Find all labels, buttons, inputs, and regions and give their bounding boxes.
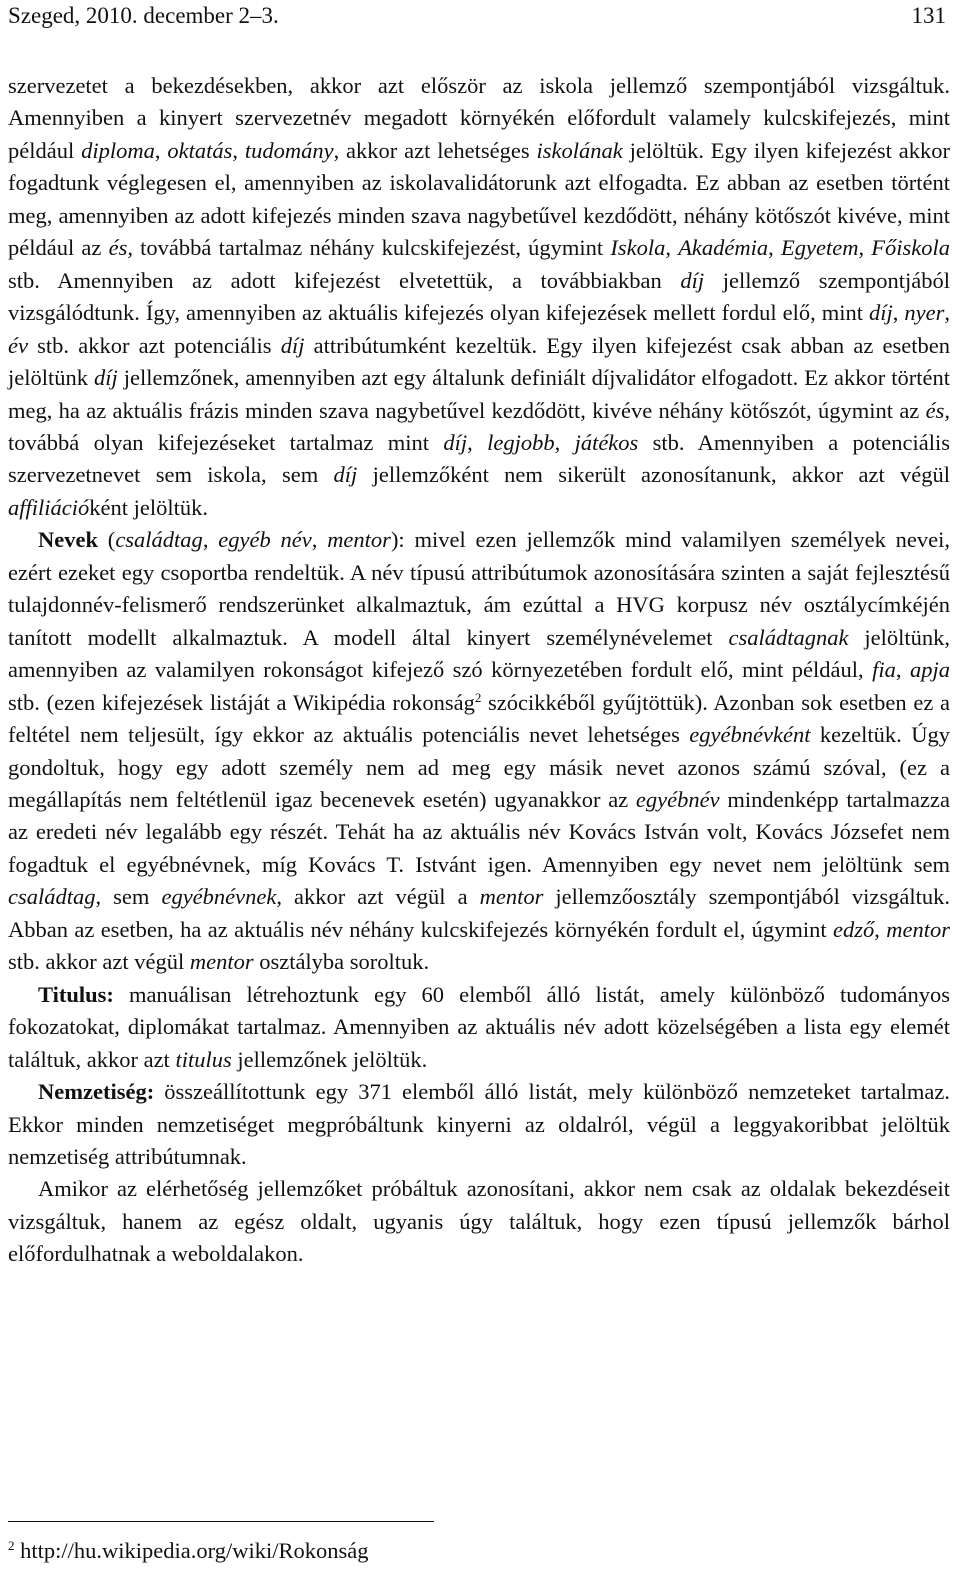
italic-term: díj	[869, 300, 893, 326]
footnote-link[interactable]: http://hu.wikipedia.org/wiki/Rokonság	[14, 1538, 369, 1563]
italic-term: Akadémia	[678, 235, 769, 261]
italic-term: év	[8, 332, 28, 358]
text-run: jellemzőosztály szempontjából vizsgáltuk. Abban az esetben, ha az aktuális név néhány kulcskifejezés környékén fordult el, úgymint	[8, 884, 950, 942]
footnote-divider	[8, 1521, 434, 1522]
italic-term: mentor	[886, 916, 951, 942]
text-run: ,	[944, 300, 951, 326]
italic-term: apja	[909, 657, 950, 683]
text-run: jelöltük. Egy ilyen kifejezést akkor fogadtunk véglegesen el, amennyiben az iskolavalidátorunk azt elfogadta. Ez abban az esetben történt meg, amennyiben az adott kifejezés minden szava nagybetűvel kezdődött, néhány kötőszót kivéve, mint például az	[8, 137, 951, 261]
text-run: jellemzőnek, amennyiben azt egy általunk definiált díjvalidátor elfogadott. Ez akkor történt meg, ha az aktuális frázis minden szava nagybetűvel kezdődött, kivéve néhány kötőszót, úgymint az	[8, 365, 950, 423]
text-run: (	[98, 527, 116, 553]
text-run: ként jelöltük.	[89, 494, 208, 520]
paragraph-title	[8, 979, 950, 1076]
text-run: ,	[232, 137, 245, 163]
page-header	[8, 0, 952, 32]
text-run: ): mivel ezen jellemzők mind valamilyen személyek nevei, ezért ezeket egy csoportba rendeltük. A név típusú attribútumok azonosítására szinten a saját fejlesztésű tulajdonnév-felismerő rendszerünket alkalmaztuk, ám ezúttal a HVG korpusz név osztálycímkéjén tanított modellt alkalmaztuk. A modell által kinyert személynévelemet	[8, 527, 951, 650]
text-run: ,	[892, 300, 905, 326]
footnote-marker: 2	[8, 1538, 15, 1553]
italic-term: diploma	[81, 137, 155, 163]
footnote-reference: 2	[474, 689, 482, 705]
italic-term: játékos	[574, 429, 639, 455]
italic-term: és,	[925, 397, 950, 423]
text-run: manuálisan létrehoztunk egy 60 elemből álló listát, amely különböző tudományos fokozatokat, diplomákat tartalmaz. Amennyiben az aktuális név adott közelségében a lista egy elemét találtuk, akkor azt	[8, 981, 950, 1072]
italic-term: tudomány	[244, 137, 334, 163]
italic-term: edző	[833, 916, 875, 942]
italic-term: legjobb	[487, 429, 555, 455]
text-run: stb. akkor azt végül	[8, 949, 190, 975]
text-run: ,	[768, 235, 781, 261]
text-run: , akkor azt lehetséges	[333, 137, 537, 163]
text-run: ,	[154, 137, 168, 163]
text-run: ,	[665, 235, 679, 261]
paragraph-contact	[8, 1173, 950, 1270]
text-run: ,	[467, 429, 488, 455]
italic-term: díj	[333, 462, 358, 488]
text-run: stb. Amennyiben a potenciális szervezetnevet sem iskola, sem	[8, 429, 951, 488]
page-number: 131	[911, 3, 946, 28]
text-run: ,	[858, 235, 872, 261]
text-run: jellemzőnek jelöltük.	[231, 1046, 428, 1072]
italic-term: egyéb név	[218, 527, 312, 553]
text-run: ,	[874, 916, 887, 942]
italic-term: mentor	[327, 527, 391, 553]
text-run: , sem	[95, 884, 162, 910]
text-run: stb. (ezen kifejezések listáját a Wikipédia rokonság	[8, 689, 475, 715]
italic-term: affiliáció	[8, 494, 90, 520]
italic-term: díj	[443, 429, 468, 455]
text-run: ,	[895, 657, 910, 683]
italic-term: egyébnévnek	[161, 884, 277, 910]
text-run: ,	[202, 527, 219, 553]
italic-term: Főiskola	[871, 235, 951, 261]
text-run: jellemzőként nem sikerült azonosítanunk, akkor azt végül	[357, 462, 951, 488]
italic-term: titulus	[175, 1046, 232, 1072]
text-run: osztályba soroltuk.	[253, 949, 430, 975]
italic-term: díj	[280, 332, 305, 358]
paragraph-names	[8, 524, 950, 978]
text-run: szócikkéből gyűjtöttük). Azonban sok esetben ez a feltétel nem teljesült, így ekkor az aktuális potenciális nevet lehetséges	[8, 689, 950, 748]
text-run: attribútumként kezeltük. Egy ilyen kifejezést csak abban az esetben jelöltünk	[8, 332, 950, 391]
paragraph-nationality	[8, 1076, 950, 1173]
text-run: , akkor azt végül a	[276, 884, 480, 910]
text-run: stb. akkor azt potenciális	[27, 332, 281, 358]
italic-term: és,	[108, 235, 133, 261]
italic-term: díj	[94, 365, 118, 391]
body-text	[8, 70, 950, 1271]
text-run: szervezetet a bekezdésekben, akkor azt először az iskola jellemző szempontjából vizsgáltuk. Amennyiben a kinyert szervezetnév megadott környékén előfordult valamely kulcskifejezés, mint például	[8, 73, 950, 163]
italic-term: fia	[872, 657, 896, 683]
run-in-heading: Titulus:	[38, 981, 114, 1007]
text-run: mindenképp tartalmazza az eredeti név legalább egy részét. Tehát ha az aktuális név Kovács István volt, Kovács Józsefet nem fogadtuk el egyébnévnek, míg Kovács T. Istvánt igen. Amennyiben egy nevet nem jelöltünk sem	[8, 786, 950, 877]
paragraph-school-award	[8, 70, 950, 524]
text-run: jelöltünk, amennyiben az valamilyen rokonságot kifejező szó környezetében fordult elő, mint például,	[8, 624, 950, 683]
italic-term: családtagnak	[728, 624, 849, 650]
text-run: stb. Amennyiben az adott kifejezést elvetettük, a továbbiakban	[8, 267, 681, 293]
italic-term: Egyetem	[780, 235, 859, 261]
italic-term: nyer	[904, 300, 945, 326]
italic-term: családtag	[8, 884, 96, 910]
italic-term: Iskola	[610, 235, 666, 261]
italic-term: családtag	[115, 527, 203, 553]
footnote	[8, 1537, 368, 1565]
text-run: továbbá olyan kifejezéseket tartalmaz mint	[8, 429, 444, 455]
italic-term: egyébnév	[635, 786, 720, 812]
header-conference-date: Szeged, 2010. december 2–3.	[8, 3, 279, 28]
italic-term: díj	[680, 267, 705, 293]
italic-term: oktatás	[167, 137, 233, 163]
italic-term: mentor	[479, 884, 544, 910]
text-run: kezeltük. Úgy gondoltuk, hogy egy adott személy nem ad meg egy másik nevet azonos számú szóval, (ez a megállapítás nem feltétlenül igaz becenevek esetén) ugyanakkor az	[8, 722, 950, 812]
italic-term: egyébnévként	[689, 722, 811, 748]
italic-term: iskolának	[536, 137, 623, 163]
run-in-heading: Nemzetiség:	[38, 1079, 155, 1105]
text-run: összeállítottunk egy 371 elemből álló listát, mely különböző nemzeteket tartalmaz. Ekkor minden nemzetiséget megpróbáltunk kinyerni az oldalról, végül a leggyakoribbat jelöltük nemzetiség attribútumnak.	[8, 1079, 950, 1169]
text-run: ,	[311, 527, 328, 553]
text-run: jellemző szempontjából vizsgálódtunk. Így, amennyiben az aktuális kifejezés olyan kifejezések mellett fordul elő, mint	[8, 267, 950, 326]
text-run: ,	[554, 429, 575, 455]
text-run: továbbá tartalmaz néhány kulcskifejezést, úgymint	[132, 235, 611, 261]
italic-term: mentor	[189, 949, 254, 975]
run-in-heading: Nevek	[38, 527, 98, 553]
text-run: Amikor az elérhetőség jellemzőket próbáltuk azonosítani, akkor nem csak az oldalak bekezdéseit vizsgáltuk, hanem az egész oldalt, ugyanis úgy találtuk, hogy ezen típusú jellemzők bárhol előfordulhatnak a weboldalakon.	[8, 1176, 950, 1267]
